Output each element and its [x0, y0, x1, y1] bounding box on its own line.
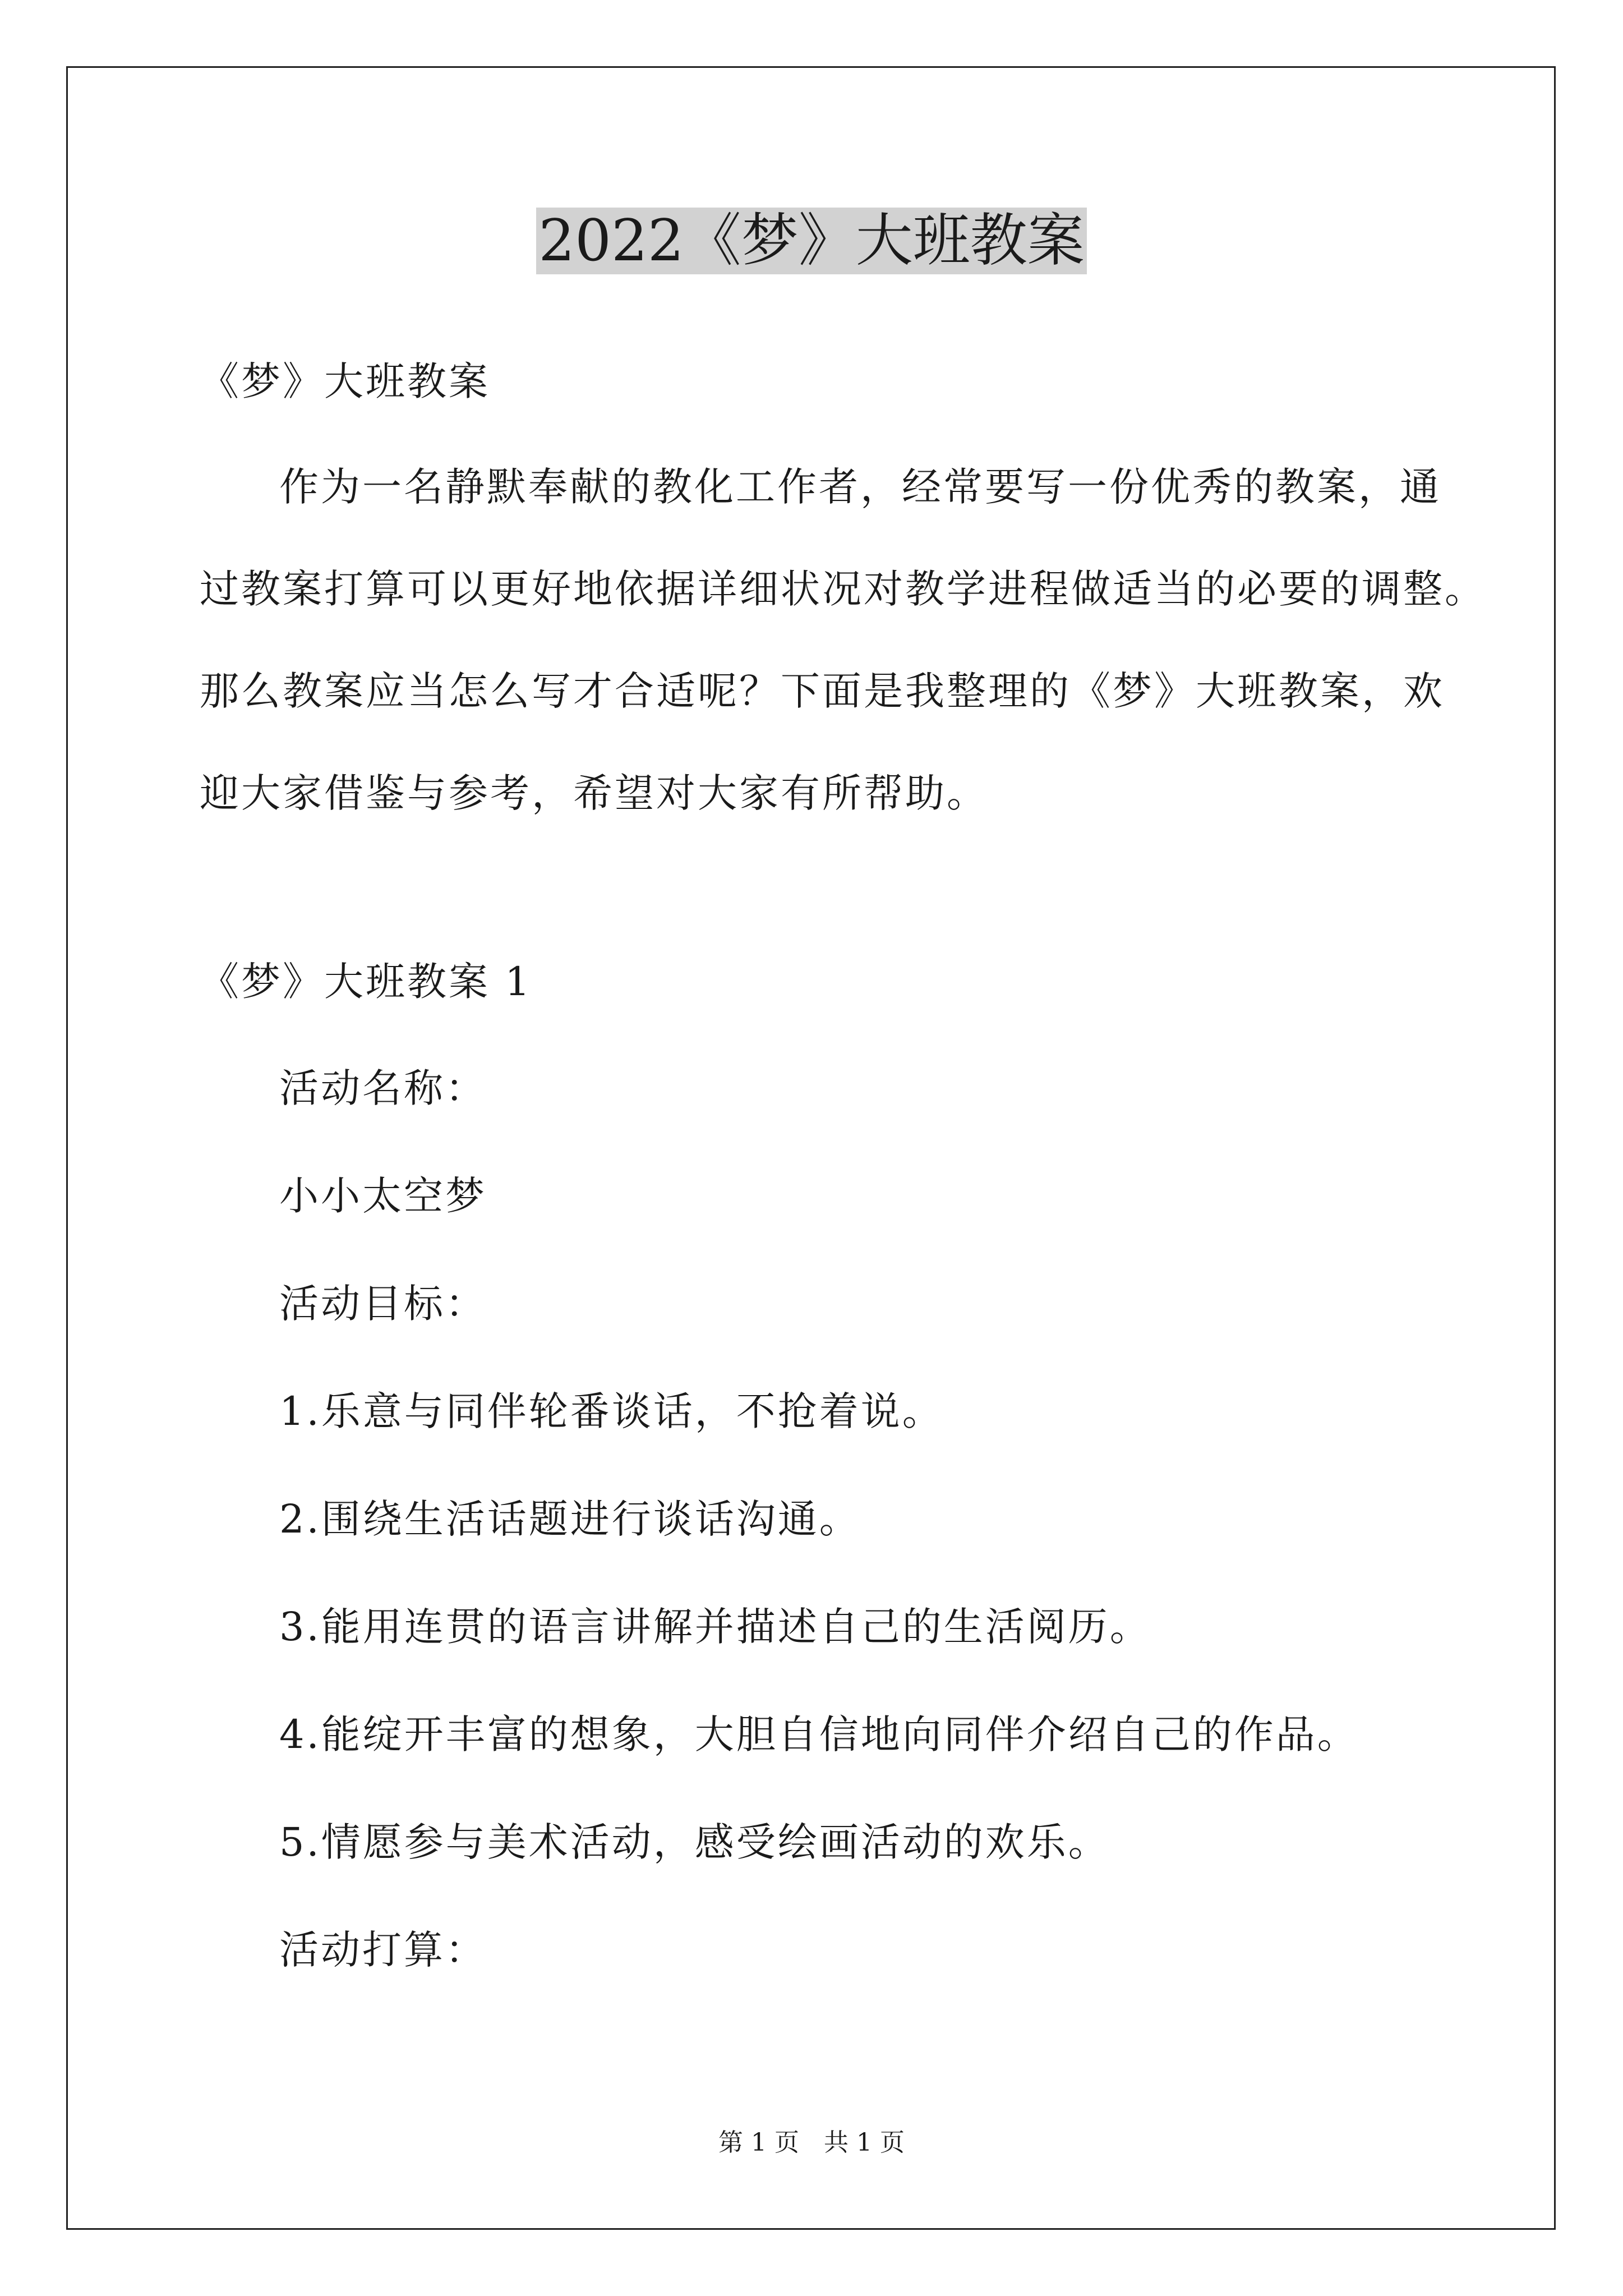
activity-name-label: 活动名称：: [279, 1065, 487, 1111]
page-footer: 第 1 页 共 1 页: [718, 2128, 905, 2157]
preparation-label: 活动打算：: [279, 1927, 487, 1973]
section-heading: 《梦》大班教案 1: [200, 959, 532, 1005]
goal-item: 2.围绕生活话题进行谈话沟通。: [279, 1496, 861, 1542]
goal-item: 5.情愿参与美术活动，感受绘画活动的欢乐。: [279, 1819, 1110, 1865]
goal-item: 4.能绽开丰富的想象，大胆自信地向同伴介绍自己的作品。: [279, 1711, 1359, 1757]
activity-name: 小小太空梦: [279, 1173, 487, 1219]
document-subtitle: 《梦》大班教案: [200, 358, 490, 404]
document-title-text: 2022《梦》大班教案: [536, 208, 1087, 274]
goal-item: 3.能用连贯的语言讲解并描述自己的生活阅历。: [279, 1604, 1151, 1650]
intro-line-3: 那么教案应当怎么写才合适呢？下面是我整理的《梦》大班教案，欢: [200, 668, 1445, 714]
goal-item: 1.乐意与同伴轮番谈话，不抢着说。: [279, 1388, 944, 1434]
intro-line-1: 作为一名静默奉献的教化工作者，经常要写一份优秀的教案，通: [279, 464, 1441, 510]
intro-line-4: 迎大家借鉴与参考，希望对大家有所帮助。: [200, 770, 988, 816]
intro-line-2: 过教案打算可以更好地依据详细状况对教学进程做适当的必要的调整。: [200, 566, 1486, 612]
document-title: [0, 202, 1623, 280]
goals-label: 活动目标：: [279, 1281, 487, 1327]
